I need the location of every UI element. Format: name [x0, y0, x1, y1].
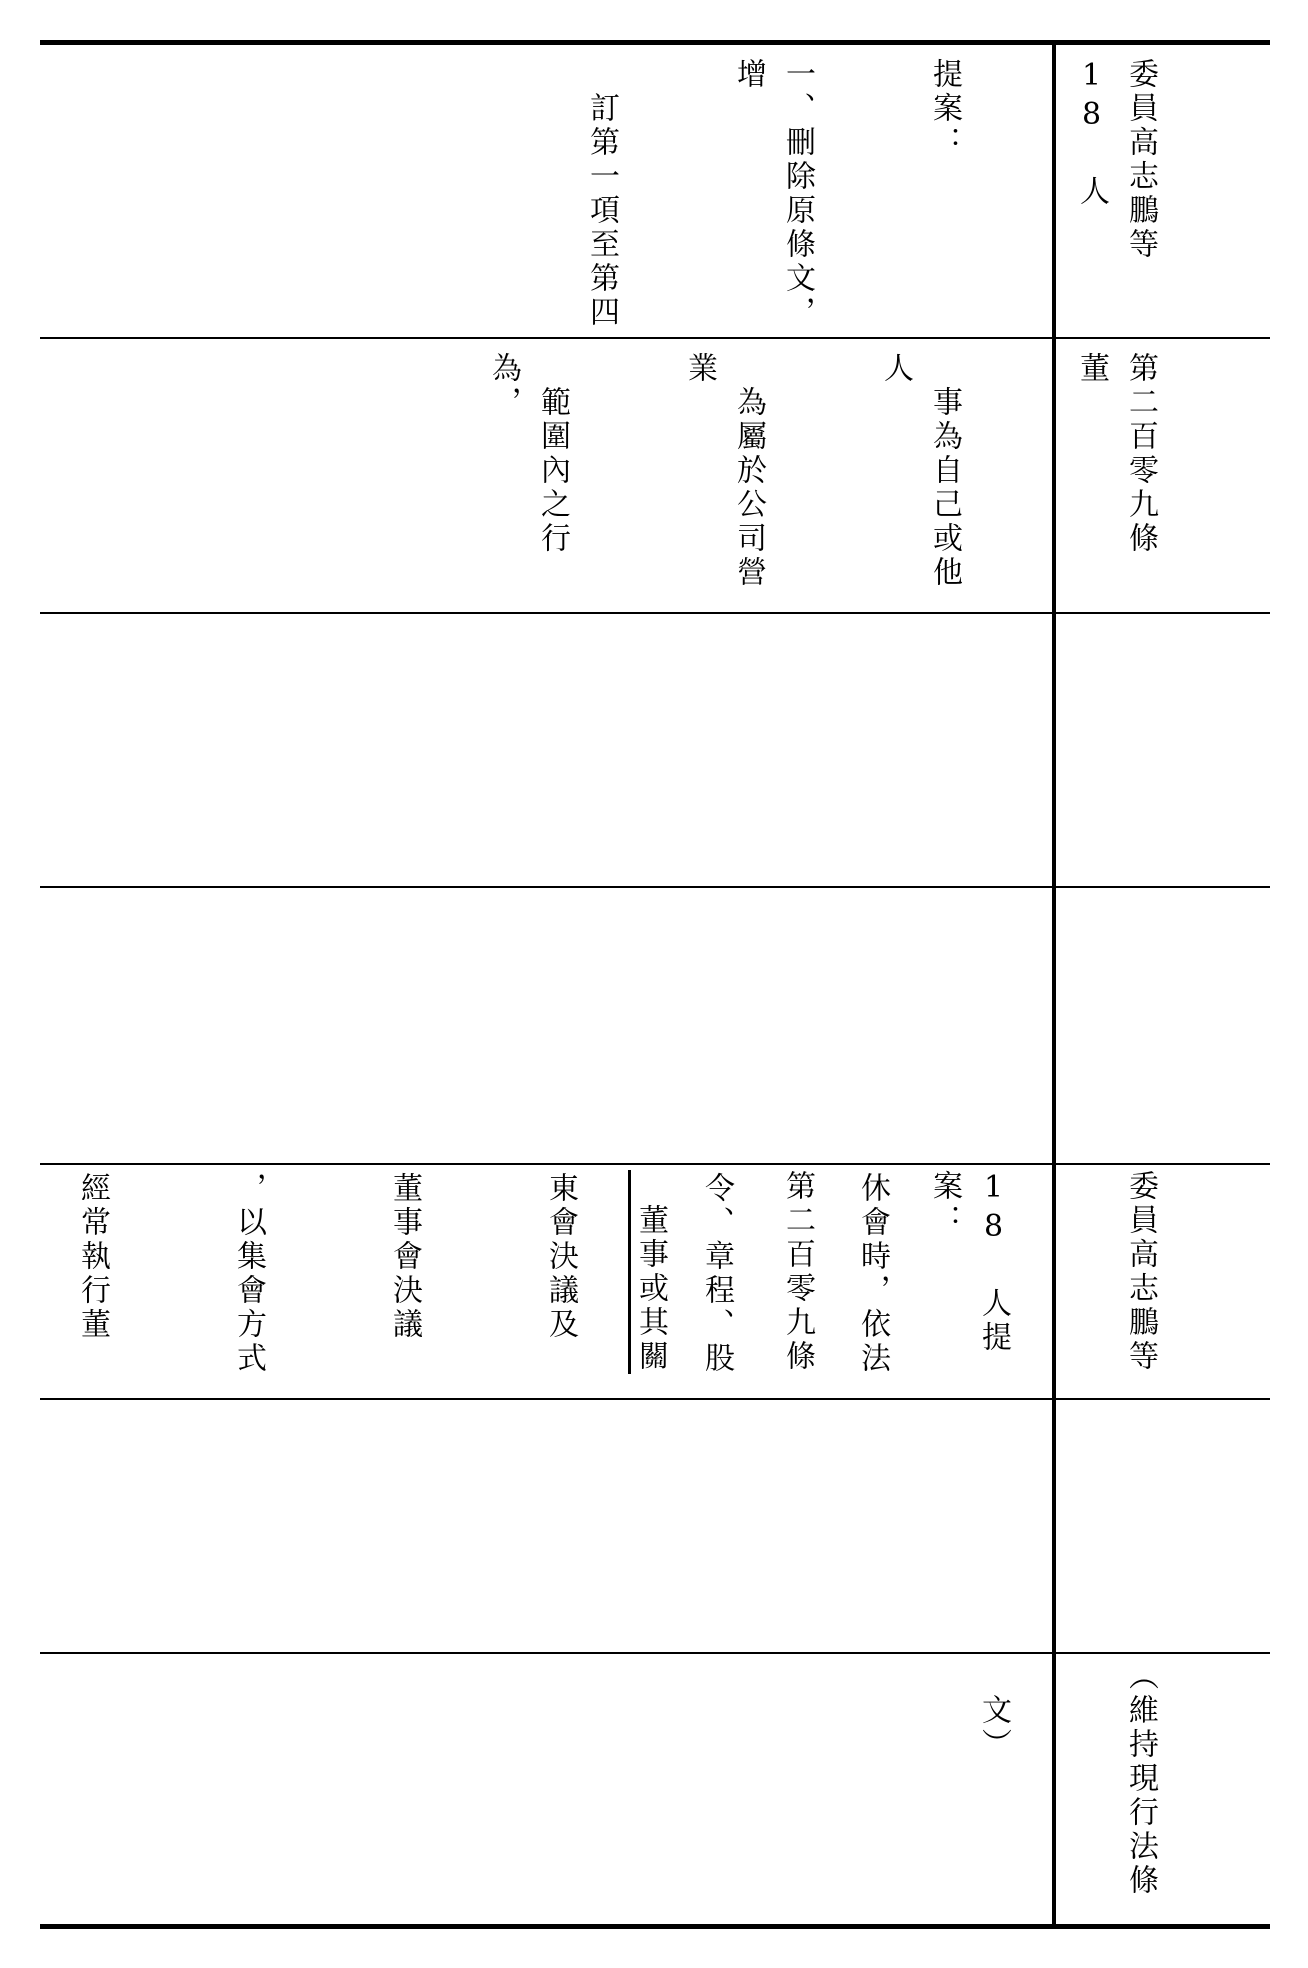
row-divider: [40, 1652, 1270, 1654]
row-5-left-cell: [52, 1172, 1002, 1394]
row-2-right-cell: [486, 352, 1263, 607]
table-bottom-border: [40, 1924, 1270, 1929]
row-divider: [40, 886, 1270, 888]
text-line: 事為自己或他人: [878, 352, 962, 590]
row-divider: [40, 612, 1270, 614]
row-2-left-cell: [45, 415, 105, 605]
text-line: 董事會決議: [387, 1172, 422, 1342]
text-line: （維持現行法條: [1123, 1660, 1158, 1898]
text-line: 委員高志鵬等: [1123, 1170, 1158, 1374]
text-line: 文）: [976, 1660, 1011, 1762]
text-line: 第二百零九條: [780, 1170, 815, 1374]
text-line: 令、章程、股: [699, 1172, 734, 1376]
text-line: 訂第一項至第四: [584, 58, 619, 330]
text-line: 委員高志鵬等 18 人: [1074, 58, 1158, 301]
text-line: 東會決議及: [543, 1172, 578, 1342]
text-line: 為屬於公司營業: [682, 352, 766, 590]
text-line: 第二百零九條 董: [1074, 352, 1158, 590]
text-line: ，以集會方式: [231, 1172, 266, 1376]
text-line: 休會時，依法: [855, 1172, 890, 1376]
text-line: 提案：: [927, 58, 962, 160]
text-line: 範圍內之行為，: [486, 352, 570, 556]
underlined-text-line: 董事或其關: [633, 1170, 668, 1374]
row-1-right-cell: [584, 58, 1263, 330]
text-line: 經常執行董: [75, 1172, 110, 1342]
text-line: [0, 415, 7, 605]
text-line: 一、刪除原條文，增: [731, 58, 815, 330]
table-top-border: [40, 40, 1270, 45]
row-7-right-cell: [976, 1660, 1263, 1915]
row-divider: [40, 1163, 1270, 1165]
text-line: 18 人提案：: [927, 1170, 1011, 1355]
row-divider: [40, 1398, 1270, 1400]
row-divider: [40, 337, 1270, 339]
